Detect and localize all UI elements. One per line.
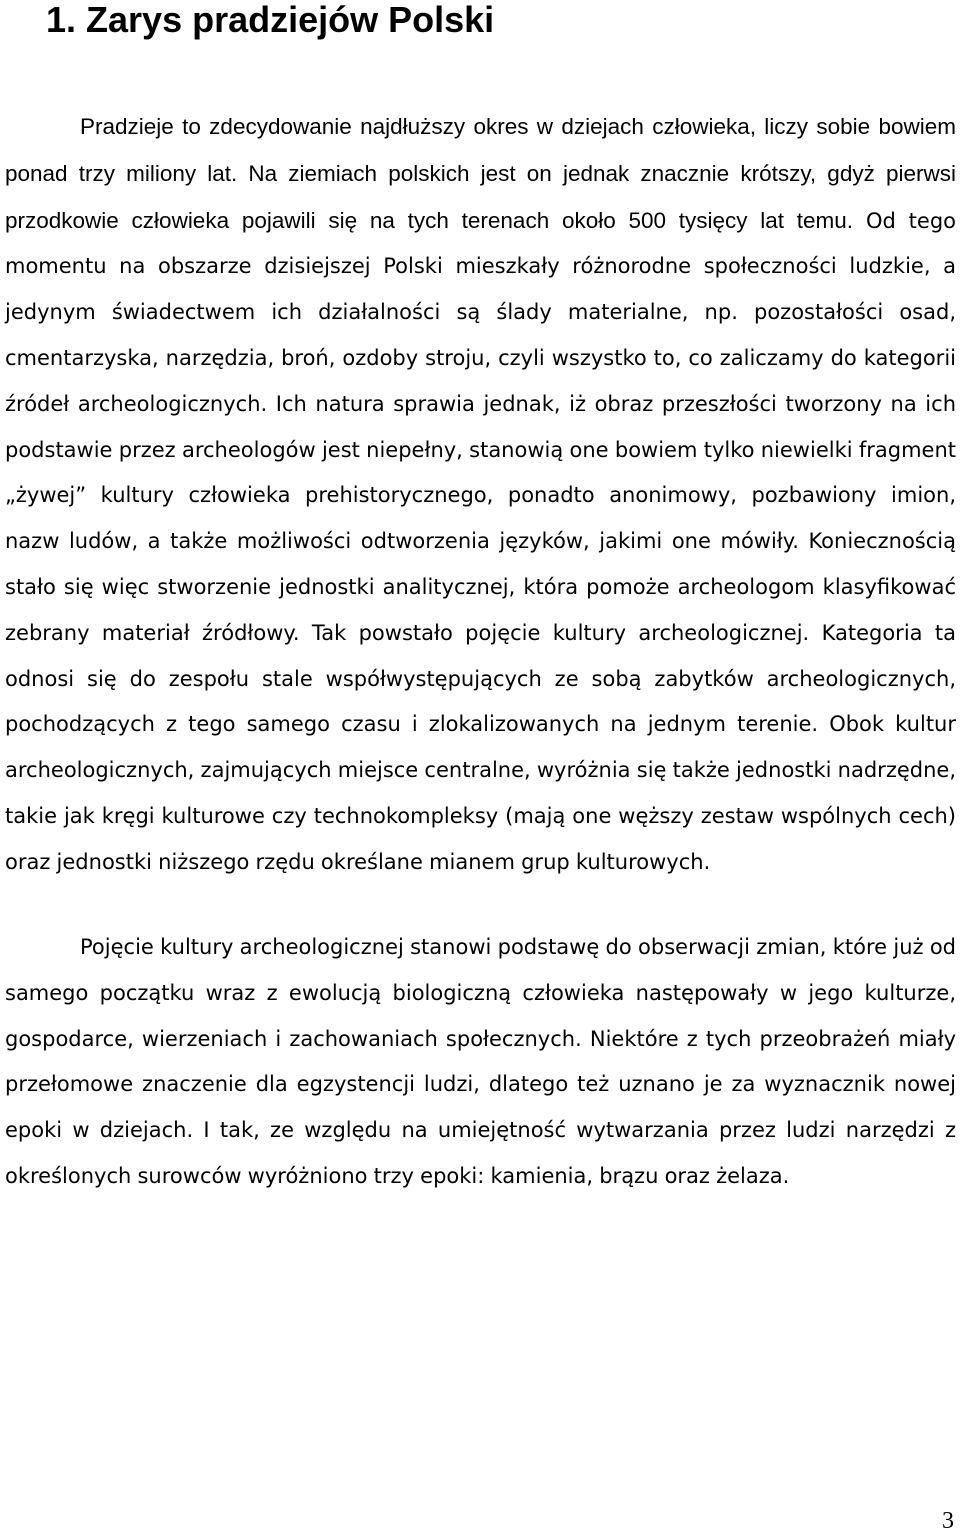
chapter-title: 1. Zarys pradziejów Polski — [46, 0, 495, 40]
paragraph-1-lead: Pradzieje to zdecydowanie najdłuższy okres w dziejach człowieka, liczy sobie bowiem ponad trzy miliony lat. Na ziemiach polskich jest on jednak znacznie krótszy, gdyż pierwsi przodkowie człowieka pojawili się na tych terenach około 500 tysięcy lat temu. — [5, 114, 956, 233]
page-number: 3 — [942, 1508, 954, 1534]
paragraph-1-rest: Od tego momentu na obszarze dzisiejszej Polski mieszkały różnorodne społeczności ludzkie, a jedynym świadectwem ich działalności są ślady materialne, np. pozostałości osad, cmentarzyska, narzędzia, broń, ozdoby stroju, czyli wszystko to, co zaliczamy do kategorii źródeł archeologicznych. Ich natura sprawia jednak, iż obraz przeszłości tworzony na ich podstawie przez archeologów jest niepełny, stanowią one bowiem tylko niewielki fragment „żywej” kultury człowieka prehistorycznego, ponadto anonimowy, pozbawiony imion, nazw ludów, a także możliwości odtworzenia języków, jakimi one mówiły. Koniecznością stało się więc stworzenie jednostki analitycznej, która pomoże archeologom klasyfikować zebrany materiał źródłowy. Tak powstało pojęcie kultury archeologicznej. Kategoria ta odnosi się do zespołu stale współwystępujących ze sobą zabytków archeologicznych, pochodzących z tego samego czasu i zlokalizowanych na jednym terenie. Obok kultur archeologicznych, zajmujących miejsce centralne, wyróżnia się także jednostki nadrzędne, takie jak kręgi kulturowe czy technokompleksy (mają one węższy zestaw wspólnych cech) oraz jednostki niższego rzędu określane mianem grup kulturowych. — [5, 208, 957, 874]
paragraph-1 — [5, 104, 956, 886]
paragraph-2: Pojęcie kultury archeologicznej stanowi podstawę do obserwacji zmian, które już od samego początku wraz z ewolucją biologiczną człowieka następowały w jego kulturze, gospodarce, wierzeniach i zachowaniach społecznych. Niektóre z tych przeobrażeń miały przełomowe znaczenie dla egzystencji ludzi, dlatego też uznano je za wyznacznik nowej epoki w dziejach. I tak, ze względu na umiejętność wytwarzania przez ludzi narzędzi z określonych surowców wyróżniono trzy epoki: kamienia, brązu oraz żelaza. — [5, 935, 956, 1188]
